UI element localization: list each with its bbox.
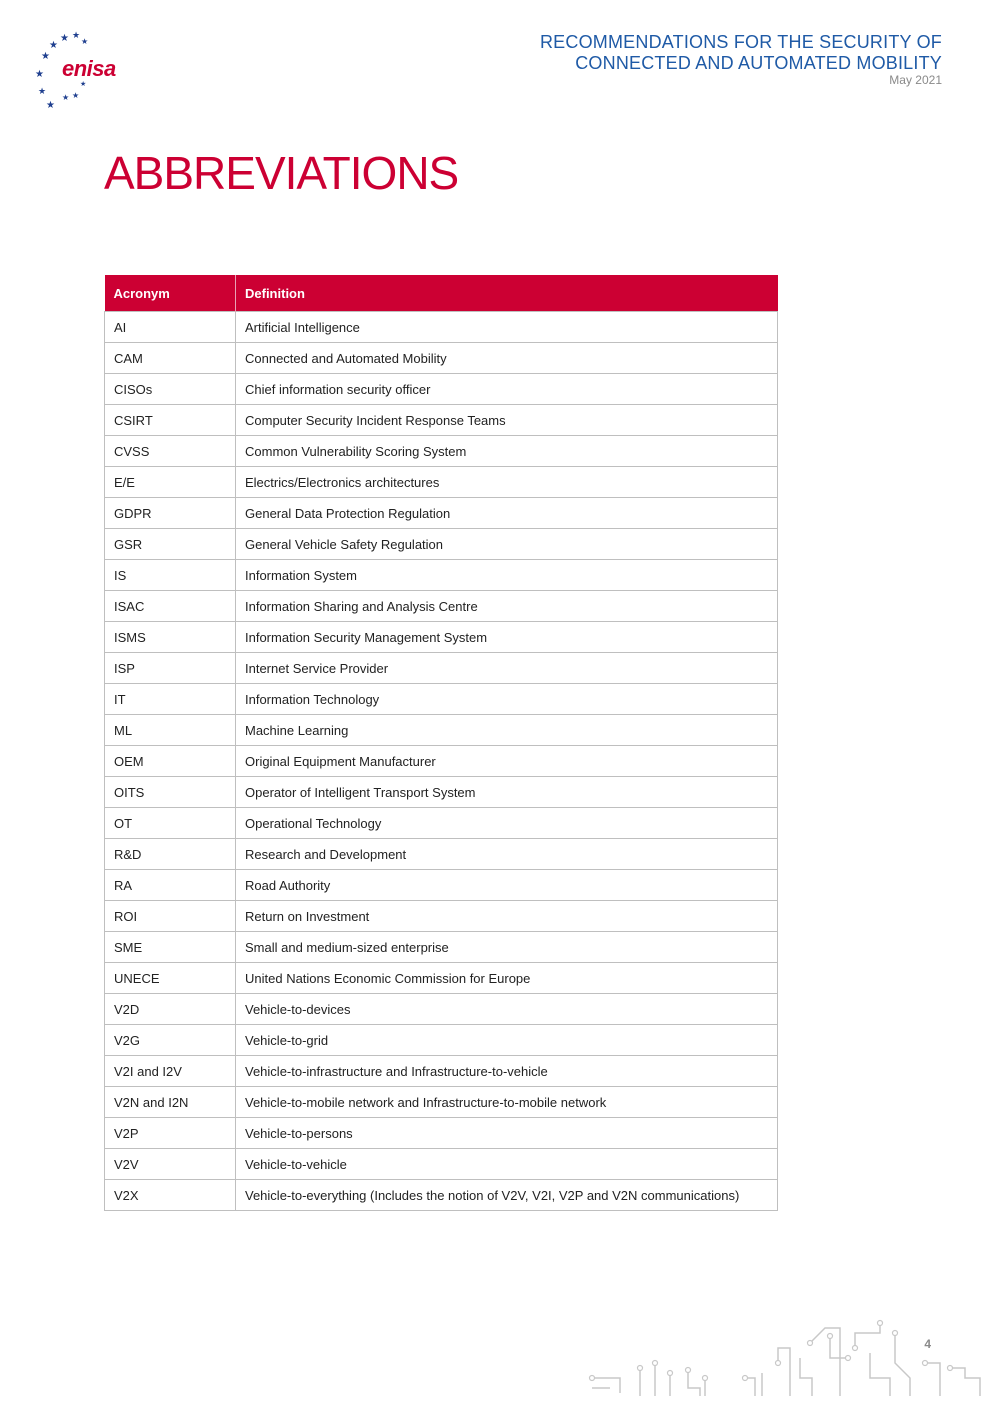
- table-row: [105, 591, 778, 622]
- acronym-cell: IS: [105, 560, 236, 591]
- acronym-cell: UNECE: [105, 963, 236, 994]
- table-row: [105, 1025, 778, 1056]
- svg-text:★: ★: [41, 51, 50, 62]
- table-row: [105, 808, 778, 839]
- acronym-cell: CISOs: [105, 374, 236, 405]
- table-row: [105, 436, 778, 467]
- acronym-cell: CSIRT: [105, 405, 236, 436]
- table-row: [105, 684, 778, 715]
- table-row: [105, 374, 778, 405]
- table-row: [105, 963, 778, 994]
- definition-cell: Connected and Automated Mobility: [236, 343, 778, 374]
- table-row: [105, 901, 778, 932]
- definition-cell: Information Technology: [236, 684, 778, 715]
- column-header-acronym: Acronym: [105, 275, 236, 312]
- svg-text:★: ★: [60, 33, 69, 44]
- acronym-cell: V2G: [105, 1025, 236, 1056]
- table-row: [105, 839, 778, 870]
- definition-cell: Electrics/Electronics architectures: [236, 467, 778, 498]
- column-header-definition: Definition: [236, 275, 778, 312]
- svg-text:★: ★: [81, 37, 89, 46]
- enisa-logo: [30, 28, 130, 112]
- acronym-cell: V2I and I2V: [105, 1056, 236, 1087]
- definition-cell: Vehicle-to-devices: [236, 994, 778, 1025]
- abbreviations-table: [104, 275, 778, 1211]
- acronym-cell: E/E: [105, 467, 236, 498]
- table-row: [105, 715, 778, 746]
- table-row: [105, 653, 778, 684]
- svg-text:★: ★: [35, 69, 44, 80]
- acronym-cell: V2D: [105, 994, 236, 1025]
- acronym-cell: ISAC: [105, 591, 236, 622]
- definition-cell: Information Security Management System: [236, 622, 778, 653]
- definition-cell: Vehicle-to-vehicle: [236, 1149, 778, 1180]
- report-title: [540, 32, 942, 74]
- acronym-cell: RA: [105, 870, 236, 901]
- circuit-decoration: [580, 1318, 992, 1403]
- acronym-cell: GSR: [105, 529, 236, 560]
- definition-cell: Vehicle-to-everything (Includes the notion of V2V, V2I, V2P and V2N communications): [236, 1180, 778, 1211]
- definition-cell: Internet Service Provider: [236, 653, 778, 684]
- svg-text:★: ★: [72, 91, 80, 100]
- definition-cell: Research and Development: [236, 839, 778, 870]
- definition-cell: Common Vulnerability Scoring System: [236, 436, 778, 467]
- table-row: [105, 1118, 778, 1149]
- svg-text:★: ★: [49, 40, 58, 51]
- acronym-cell: CVSS: [105, 436, 236, 467]
- acronym-cell: OEM: [105, 746, 236, 777]
- table-row: [105, 777, 778, 808]
- table-row: [105, 1087, 778, 1118]
- definition-cell: Computer Security Incident Response Teams: [236, 405, 778, 436]
- definition-cell: Return on Investment: [236, 901, 778, 932]
- table-row: [105, 746, 778, 777]
- table-row: [105, 498, 778, 529]
- acronym-cell: ISP: [105, 653, 236, 684]
- definition-cell: Operator of Intelligent Transport System: [236, 777, 778, 808]
- definition-cell: Vehicle-to-grid: [236, 1025, 778, 1056]
- definition-cell: Vehicle-to-persons: [236, 1118, 778, 1149]
- acronym-cell: ISMS: [105, 622, 236, 653]
- svg-text:★: ★: [46, 100, 55, 111]
- acronym-cell: SME: [105, 932, 236, 963]
- svg-text:★: ★: [62, 93, 70, 102]
- table-row: [105, 994, 778, 1025]
- table-row: [105, 622, 778, 653]
- acronym-cell: OT: [105, 808, 236, 839]
- acronym-cell: V2X: [105, 1180, 236, 1211]
- acronym-cell: GDPR: [105, 498, 236, 529]
- definition-cell: Vehicle-to-infrastructure and Infrastructure-to-vehicle: [236, 1056, 778, 1087]
- definition-cell: Machine Learning: [236, 715, 778, 746]
- table-row: [105, 932, 778, 963]
- table-row: [105, 343, 778, 374]
- definition-cell: Original Equipment Manufacturer: [236, 746, 778, 777]
- table-row: [105, 1180, 778, 1211]
- acronym-cell: ML: [105, 715, 236, 746]
- acronym-cell: R&D: [105, 839, 236, 870]
- definition-cell: General Vehicle Safety Regulation: [236, 529, 778, 560]
- definition-cell: Operational Technology: [236, 808, 778, 839]
- table-row: [105, 405, 778, 436]
- acronym-cell: OITS: [105, 777, 236, 808]
- report-title-line1: RECOMMENDATIONS FOR THE SECURITY OF: [539, 32, 942, 52]
- acronym-cell: ROI: [105, 901, 236, 932]
- table-row: [105, 1149, 778, 1180]
- definition-cell: United Nations Economic Commission for Europe: [236, 963, 778, 994]
- svg-text:★: ★: [38, 87, 47, 97]
- table-row: [105, 870, 778, 901]
- acronym-cell: V2N and I2N: [105, 1087, 236, 1118]
- table-row: [105, 1056, 778, 1087]
- definition-cell: General Data Protection Regulation: [236, 498, 778, 529]
- report-title-line2: CONNECTED AND AUTOMATED MOBILITY: [575, 53, 942, 73]
- acronym-cell: V2P: [105, 1118, 236, 1149]
- definition-cell: Small and medium-sized enterprise: [236, 932, 778, 963]
- definition-cell: Information System: [236, 560, 778, 591]
- acronym-cell: AI: [105, 312, 236, 343]
- page-number: 4: [924, 1337, 931, 1351]
- definition-cell: Vehicle-to-mobile network and Infrastructure-to-mobile network: [236, 1087, 778, 1118]
- logo-text: enisa: [62, 56, 116, 81]
- definition-cell: Road Authority: [236, 870, 778, 901]
- acronym-cell: V2V: [105, 1149, 236, 1180]
- acronym-cell: CAM: [105, 343, 236, 374]
- svg-text:★: ★: [80, 80, 87, 88]
- table-row: [105, 529, 778, 560]
- table-row: [105, 467, 778, 498]
- table-body: [105, 312, 778, 1211]
- table-row: [105, 560, 778, 591]
- definition-cell: Artificial Intelligence: [236, 312, 778, 343]
- page-title: ABBREVIATIONS: [104, 147, 459, 199]
- svg-text:★: ★: [72, 31, 81, 41]
- definition-cell: Information Sharing and Analysis Centre: [236, 591, 778, 622]
- report-date: May 2021: [889, 73, 942, 87]
- acronym-cell: IT: [105, 684, 236, 715]
- table-row: [105, 312, 778, 343]
- table-header-row: [105, 275, 778, 312]
- definition-cell: Chief information security officer: [236, 374, 778, 405]
